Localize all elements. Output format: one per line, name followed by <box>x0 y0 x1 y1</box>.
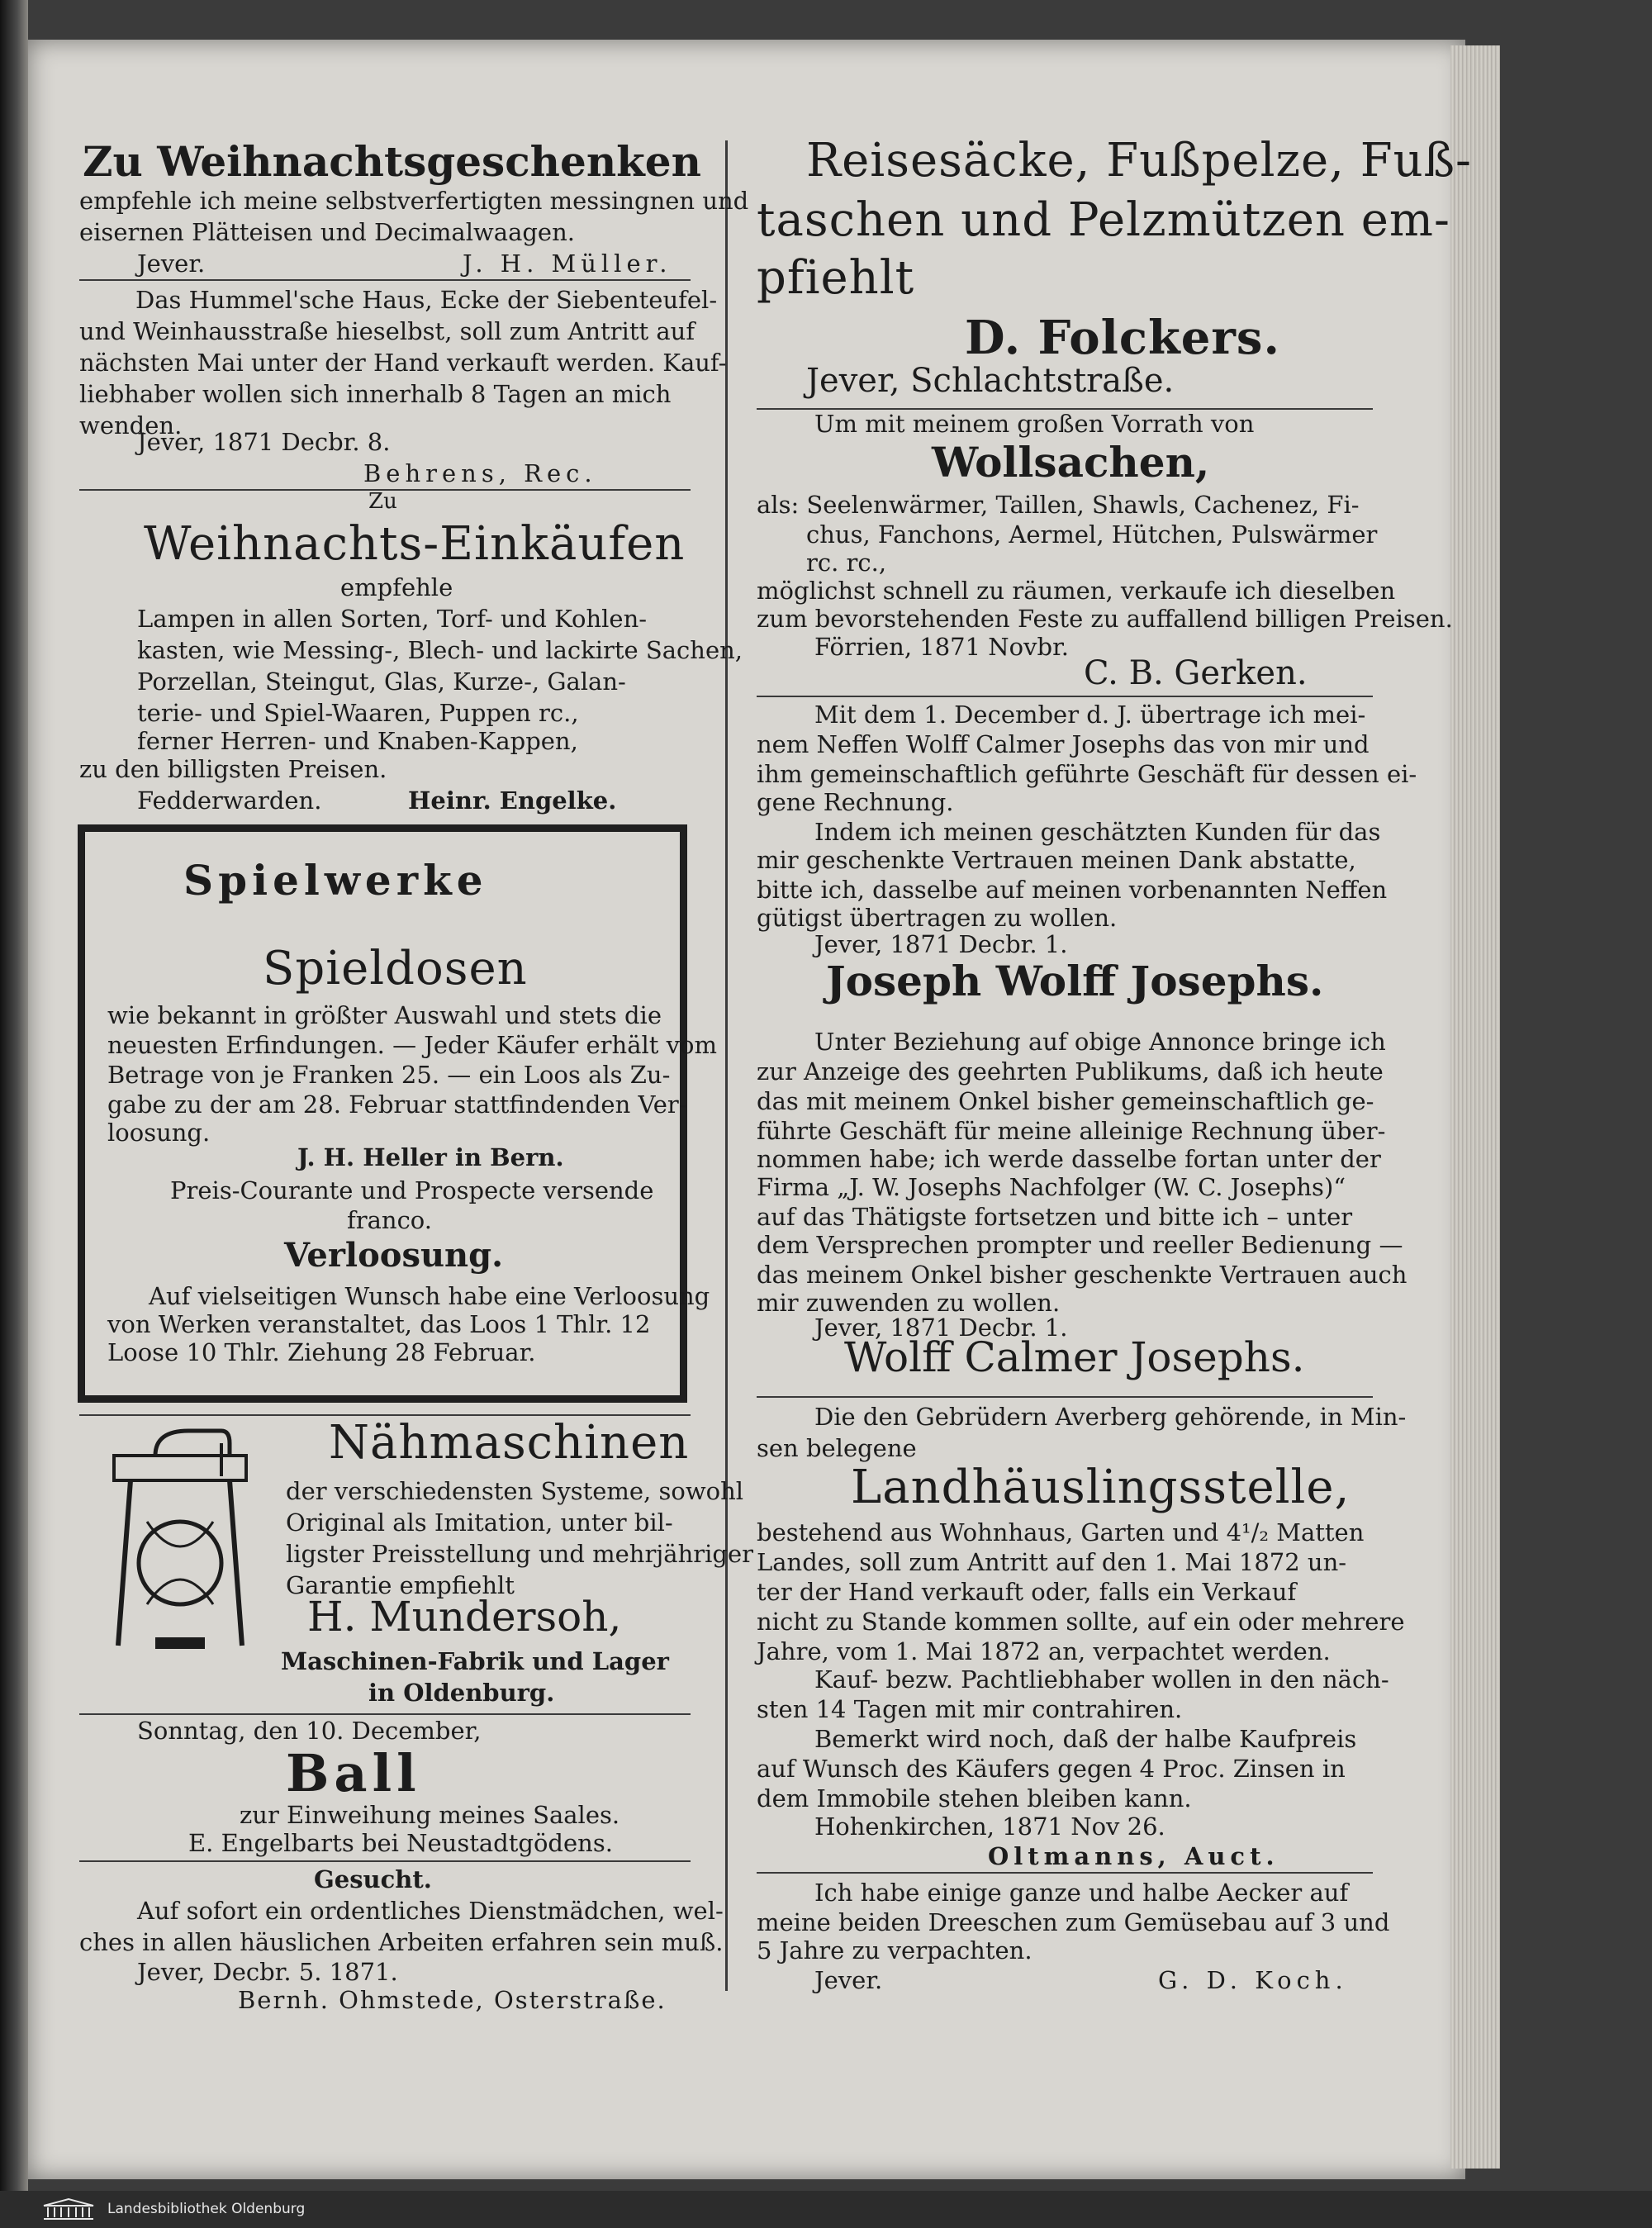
ad-text-line: dem Versprechen prompter und reeller Bedienung — <box>757 1231 1403 1259</box>
ad-text-line: Garantie empfiehlt <box>286 1571 515 1599</box>
ad-text-line: nächsten Mai unter der Hand verkauft werden. Kauf- <box>79 349 727 377</box>
ad-text-line: nicht zu Stande kommen sollte, auf ein oder mehrere <box>757 1608 1405 1636</box>
ad-note: franco. <box>347 1206 432 1234</box>
ad-text-line: eisernen Plätteisen und Decimalwaagen. <box>79 218 575 246</box>
column-divider <box>725 140 728 1991</box>
ad-signer: E. Engelbarts bei Neustadtgödens. <box>188 1829 613 1857</box>
ad-signer: Oltmanns, Auct. <box>988 1842 1279 1870</box>
footer-bar <box>0 2191 1652 2228</box>
ad-text-line: Loose 10 Thlr. Ziehung 28 Februar. <box>107 1338 536 1366</box>
ad-text-line: Das Hummel'sche Haus, Ecke der Siebenteufel- <box>135 286 718 314</box>
ad-text-line: ligster Preisstellung und mehrjähriger <box>286 1540 753 1568</box>
ad-text-line: Landes, soll zum Antritt auf den 1. Mai 1872 un- <box>757 1548 1347 1576</box>
ad-signer: J. H. Müller. <box>463 249 672 278</box>
ad-text-line: sten 14 Tagen mit mir contrahiren. <box>757 1695 1183 1723</box>
ad-text-line: zum bevorstehenden Feste zu auffallend billigen Preisen. <box>757 605 1453 633</box>
ad-text-line: Indem ich meinen geschätzten Kunden für das <box>814 818 1381 846</box>
ad-text-line: bestehend aus Wohnhaus, Garten und 4¹/₂ Matten <box>757 1518 1365 1546</box>
ad-signer: Heinr. Engelke. <box>408 786 617 815</box>
ad-firm: D. Folckers. <box>965 311 1280 365</box>
ad-intro: sen belegene <box>757 1434 917 1462</box>
separator-line <box>757 1396 1373 1398</box>
ad-text-line: mir geschenkte Vertrauen meinen Dank abstatte, <box>757 846 1356 874</box>
ad-text-line: liebhaber wollen sich innerhalb 8 Tagen an mich <box>79 380 672 408</box>
ad-signer: C. B. Gerken. <box>1084 654 1308 692</box>
ad-text-line: auf Wunsch des Käufers gegen 4 Proc. Zinsen in <box>757 1755 1346 1783</box>
ad-intro: Um mit meinem großen Vorrath von <box>814 410 1255 438</box>
ad-place: Fedderwarden. <box>137 786 322 815</box>
ad-signer: G. D. Koch. <box>1158 1966 1348 1994</box>
ad-heading: Gesucht. <box>314 1865 432 1893</box>
ad-text-line: gütigst übertragen zu wollen. <box>757 904 1118 932</box>
ad-text-line: rc. rc., <box>806 549 887 577</box>
ad-text-line: empfehle ich meine selbstverfertigten messingnen und <box>79 187 749 215</box>
ad-text-line: der verschiedensten Systeme, sowohl <box>286 1477 744 1505</box>
ad-heading: Weihnachts-Einkäufen <box>144 517 686 571</box>
ad-text-line: Firma „J. W. Josephs Nachfolger (W. C. Josephs)“ <box>757 1173 1346 1201</box>
ad-text-line: Lampen in allen Sorten, Torf- und Kohlen- <box>137 605 648 633</box>
ad-text-line: Auf sofort ein ordentliches Dienstmädchen, wel- <box>137 1897 724 1925</box>
ad-text-line: zur Einweihung meines Saales. <box>240 1801 620 1829</box>
ad-heading: taschen und Pelzmützen em- <box>757 193 1450 247</box>
separator-line <box>757 1872 1373 1874</box>
ad-pre-heading: Zu <box>368 489 397 514</box>
ad-text-line: als: Seelenwärmer, Taillen, Shawls, Cachenez, Fi- <box>757 491 1360 519</box>
ad-text-line: kasten, wie Messing-, Blech- und lackirte Sachen, <box>137 636 743 664</box>
ad-date: Sonntag, den 10. December, <box>137 1717 482 1745</box>
separator-line <box>79 1713 691 1715</box>
ad-signer: Behrens, Rec. <box>363 459 597 487</box>
ad-text-line: das mit meinem Onkel bisher gemeinschaftlich ge- <box>757 1087 1374 1115</box>
ad-text-line: ter der Hand verkauft oder, falls ein Verkauf <box>757 1578 1297 1606</box>
library-name: Landesbibliothek Oldenburg <box>107 2201 306 2217</box>
ad-date: Jever, 1871 Decbr. 1. <box>814 1314 1068 1342</box>
ad-date: Jever, Decbr. 5. 1871. <box>137 1958 398 1986</box>
separator-line <box>79 279 691 281</box>
ad-signer: Bernh. Ohmstede, Osterstraße. <box>238 1986 667 2014</box>
separator-line <box>79 1860 691 1862</box>
ad-text-line: ferner Herren- und Knaben-Kappen, <box>137 727 578 755</box>
ad-heading: Zu Weihnachtsgeschenken <box>83 137 701 186</box>
ad-text-line: ihm gemeinschaftlich geführte Geschäft für dessen ei- <box>757 760 1417 788</box>
ad-text-line: Auf vielseitigen Wunsch habe eine Verloosung <box>149 1282 710 1310</box>
ad-text-line: mir zuwenden zu wollen. <box>757 1289 1061 1317</box>
ad-subheading: Verloosung. <box>284 1236 504 1275</box>
ad-text-line: zur Anzeige des geehrten Publikums, daß ich heute <box>757 1057 1384 1085</box>
ad-text-line: Porzellan, Steingut, Glas, Kurze-, Galan- <box>137 667 626 696</box>
separator-line <box>757 696 1373 697</box>
ad-text-line: meine beiden Dreeschen zum Gemüsebau auf 3 und <box>757 1908 1390 1936</box>
ad-text-line: Betrage von je Franken 25. — ein Loos als Zu- <box>107 1061 671 1089</box>
ad-heading: Nähmaschinen <box>329 1416 690 1470</box>
page-stack-edge <box>1450 45 1500 2169</box>
ad-text-line: wenden. <box>79 411 183 439</box>
ad-text-line: von Werken veranstaltet, das Loos 1 Thlr. 12 <box>107 1310 651 1338</box>
ad-text-line: das meinem Onkel bisher geschenkte Vertrauen auch <box>757 1261 1408 1289</box>
ad-text-line: zu den billigsten Preisen. <box>79 755 387 783</box>
ad-text-line: Bemerkt wird noch, daß der halbe Kaufpreis <box>814 1725 1357 1753</box>
ad-heading: Spielwerke <box>183 856 488 905</box>
ad-text-line: Kauf- bezw. Pachtliebhaber wollen in den näch- <box>814 1665 1389 1694</box>
ad-heading: pfiehlt <box>757 251 915 305</box>
ad-heading: Reisesäcke, Fußpelze, Fuß- <box>806 134 1472 188</box>
ad-signer: Joseph Wolff Josephs. <box>826 957 1324 1005</box>
ad-intro: Die den Gebrüdern Averberg gehörende, in Min- <box>814 1403 1407 1431</box>
ad-text-line: nommen habe; ich werde dasselbe fortan unter der <box>757 1145 1381 1173</box>
ad-text-line: gabe zu der am 28. Februar stattfindenden Ver- <box>107 1090 687 1119</box>
ad-date: Jever, 1871 Decbr. 1. <box>814 930 1068 958</box>
ad-text-line: terie- und Spiel-Waaren, Puppen rc., <box>137 699 579 727</box>
ad-heading: Wollsachen, <box>932 438 1210 487</box>
ad-note: Preis-Courante und Prospecte versende <box>170 1176 654 1204</box>
ad-date: Jever, 1871 Decbr. 8. <box>137 428 391 456</box>
ad-firm: H. Mundersoh, <box>307 1593 622 1641</box>
book-binding <box>0 0 28 2228</box>
ad-firm-line: in Oldenburg. <box>368 1679 555 1707</box>
ad-text-line: 5 Jahre zu verpachten. <box>757 1936 1032 1964</box>
ad-text-line: auf das Thätigste fortsetzen und bitte ich – unter <box>757 1203 1353 1231</box>
ad-text-line: Original als Imitation, unter bil- <box>286 1508 673 1537</box>
ad-subheading: empfehle <box>340 573 453 601</box>
ad-text-line: Mit dem 1. December d. J. übertrage ich mei- <box>814 701 1366 729</box>
ad-text-line: neuesten Erfindungen. — Jeder Käufer erhält vom <box>107 1031 717 1059</box>
ad-text-line: wie bekannt in größter Auswahl und stets die <box>107 1001 662 1029</box>
ad-text-line: Jahre, vom 1. Mai 1872 an, verpachtet werden. <box>757 1637 1331 1665</box>
ad-heading: Ball <box>286 1743 421 1803</box>
library-logo-icon <box>41 2197 96 2221</box>
ad-heading: Landhäuslingsstelle, <box>851 1461 1351 1514</box>
ad-text-line: loosung. <box>107 1119 211 1147</box>
ad-text-line: chus, Fanchons, Aermel, Hütchen, Pulswärmer <box>806 520 1378 549</box>
ad-text-line: dem Immobile stehen bleiben kann. <box>757 1784 1192 1812</box>
ad-place: Jever, Schlachtstraße. <box>806 362 1175 400</box>
ad-date: Hohenkirchen, 1871 Nov 26. <box>814 1812 1165 1841</box>
ad-firm: J. H. Heller in Bern. <box>297 1143 564 1171</box>
ad-place: Jever. <box>814 1966 883 1994</box>
ad-heading-secondary: Spieldosen <box>263 942 528 995</box>
ad-text-line: ches in allen häuslichen Arbeiten erfahren sein muß. <box>79 1928 724 1956</box>
ad-date: Förrien, 1871 Novbr. <box>814 633 1069 661</box>
ad-signer: Wolff Calmer Josephs. <box>844 1333 1305 1381</box>
ad-text-line: bitte ich, dasselbe auf meinen vorbenannten Neffen <box>757 876 1388 904</box>
ad-text-line: Ich habe einige ganze und halbe Aecker auf <box>814 1879 1349 1907</box>
ad-text-line: und Weinhausstraße hieselbst, soll zum Antritt auf <box>79 317 695 345</box>
ad-text-line: führte Geschäft für meine alleinige Rechnung über- <box>757 1117 1386 1145</box>
ad-text-line: gene Rechnung. <box>757 788 954 816</box>
ad-text-line: Unter Beziehung auf obige Annonce bringe ich <box>814 1028 1386 1056</box>
sewing-machine-icon <box>97 1423 263 1670</box>
ad-place: Jever. <box>137 249 206 278</box>
ad-firm-line: Maschinen-Fabrik und Lager <box>281 1647 669 1675</box>
ad-text-line: möglichst schnell zu räumen, verkaufe ich dieselben <box>757 577 1396 605</box>
ad-text-line: nem Neffen Wolff Calmer Josephs das von mir und <box>757 730 1370 758</box>
